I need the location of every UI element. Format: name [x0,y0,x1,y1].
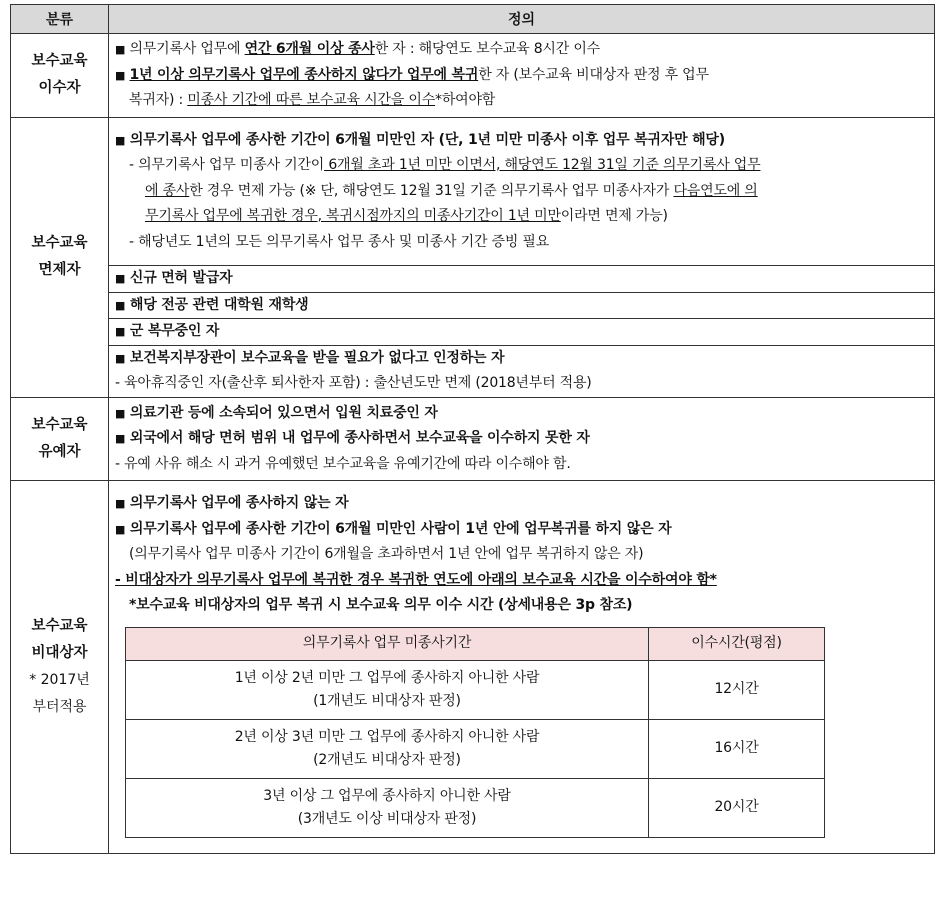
list-sub-item: - 유예 사유 해소 시 과거 유예했던 보수교육을 유예기간에 따라 이수해야 함. [115,455,571,472]
list-item: ■ 의무기록사 업무에 종사한 기간이 6개월 미만인 사람이 1년 안에 업무복귀를 하지 않은 자 [115,520,672,537]
list-item: ■ 의료기관 등에 소속되어 있으면서 입원 치료중인 자 [115,404,438,421]
hours-table [125,627,825,838]
list-item: ■ 1년 이상 의무기록사 업무에 종사하지 않다가 업무에 복귀한 자 (보수교육 비대상자 판정 후 업무 [115,66,709,83]
bullet-icon: ■ [115,133,126,147]
bullet-icon: ■ [115,351,126,365]
list-item: ■ 외국에서 해당 면허 범위 내 업무에 종사하면서 보수교육을 이수하지 못한 자 [115,430,590,446]
category-note: * 2017년 [29,671,90,688]
hours-col-period: 의무기록사 업무 미종사기간 [126,627,649,660]
list-item: ■ 보건복지부장관이 보수교육을 받을 필요가 없다고 인정하는 자 [109,345,934,372]
list-item: ■ 신규 면허 발급자 [109,265,934,292]
hours-cell: 12시간 [649,660,825,719]
table-row [126,719,825,778]
hours-table-header [126,627,825,660]
category-label: 면제자 [38,262,81,278]
bullet-icon: ■ [115,406,126,420]
row-non-target [11,481,935,854]
list-sub-item: - 의무기록사 업무 미종사 기간이 6개월 초과 1년 미만 이면서, 해당연도 12월 31일 기준 의무기록사 업무 [129,157,761,173]
category-label: 비대상자 [31,644,88,661]
list-item: ■ 군 복무중인 자 [109,318,934,345]
category-label: 보수교육 [31,617,88,634]
list-sub-item-emphasis: - 비대상자가 의무기록사 업무에 복귀한 경우 복귀한 연도에 아래의 보수교육 시간을 이수하여야 함* [115,571,717,588]
definition-non-target [109,481,935,854]
table-row [126,660,825,719]
list-sub-item: (의무기록사 업무 미종사 기간이 6개월을 초과하면서 1년 안에 업무 복귀하지 않은 자) [129,546,644,562]
list-sub-item-continued: 에 종사한 경우 면제 가능 (※ 단, 해당연도 12월 31일 기준 의무기록사 업무 미종사자가 다음연도에 의 [145,182,758,199]
list-sub-item-continued: 무기록사 업무에 복귀한 경우, 복귀시점까지의 미종사기간이 1년 미만이라면 면제 가능) [145,208,668,224]
category-deferred [11,397,109,481]
header-category: 분류 [11,5,109,34]
hours-cell: 16시간 [649,719,825,778]
bullet-icon: ■ [115,298,126,312]
bullet-icon: ■ [115,325,126,338]
bullet-icon: ■ [115,272,126,285]
period-cell: 3년 이상 그 업무에 종사하지 아니한 사람 (3개년도 이상 비대상자 판정) [126,778,649,837]
row-completers [11,34,935,118]
category-label: 유예자 [38,443,81,460]
list-item-continued: 복귀자) : 미종사 기간에 따른 보수교육 시간을 이수*하여야함 [129,92,496,108]
bullet-icon: ■ [115,497,126,510]
header-row [11,5,935,34]
hours-cell: 20시간 [649,778,825,837]
category-label: 보수교육 [31,235,88,251]
category-label: 이수자 [38,80,81,97]
bullet-icon: ■ [115,43,126,56]
list-item: ■ 의무기록사 업무에 종사하지 않는 자 [115,495,349,511]
table-row [126,778,825,837]
category-exempt [11,117,109,397]
row-exempt [11,117,935,397]
list-sub-item: - 육아휴직중인 자(출산후 퇴사한자 포함) : 출산년도만 면제 (2018년부터 적용) [115,375,592,391]
list-item: ■ 의무기록사 업무에 종사한 기간이 6개월 미만인 자 (단, 1년 미만 미종사 이후 업무 복귀자만 해당) [115,131,725,148]
category-completers [11,34,109,118]
bullet-icon: ■ [115,68,126,82]
category-non-target [11,481,109,854]
list-item: ■ 해당 전공 관련 대학원 재학생 [109,292,934,319]
list-item: ■ 의무기록사 업무에 연간 6개월 이상 종사한 자 : 해당연도 보수교육 8시간 이수 [115,41,600,57]
hours-col-hours: 이수시간(평점) [649,627,825,660]
category-note: 부터적용 [32,698,87,715]
period-cell: 1년 이상 2년 미만 그 업무에 종사하지 아니한 사람 (1개년도 비대상자 판정) [126,660,649,719]
list-sub-item: - 해당년도 1년의 모든 의무기록사 업무 종사 및 미종사 기간 증빙 필요 [129,233,550,250]
category-label: 보수교육 [31,53,88,70]
header-definition: 정의 [109,5,935,34]
table-caption: *보수교육 비대상자의 업무 복귀 시 보수교육 의무 이수 시간 (상세내용은 3p 참조) [129,597,633,613]
definition-completers [109,34,935,118]
bullet-icon: ■ [115,432,126,445]
definition-exempt [109,117,935,397]
bullet-icon: ■ [115,522,126,536]
category-label: 보수교육 [31,416,88,433]
period-cell: 2년 이상 3년 미만 그 업무에 종사하지 아니한 사람 (2개년도 비대상자 판정) [126,719,649,778]
education-definition-table [10,4,935,854]
definition-deferred [109,397,935,481]
row-deferred [11,397,935,481]
